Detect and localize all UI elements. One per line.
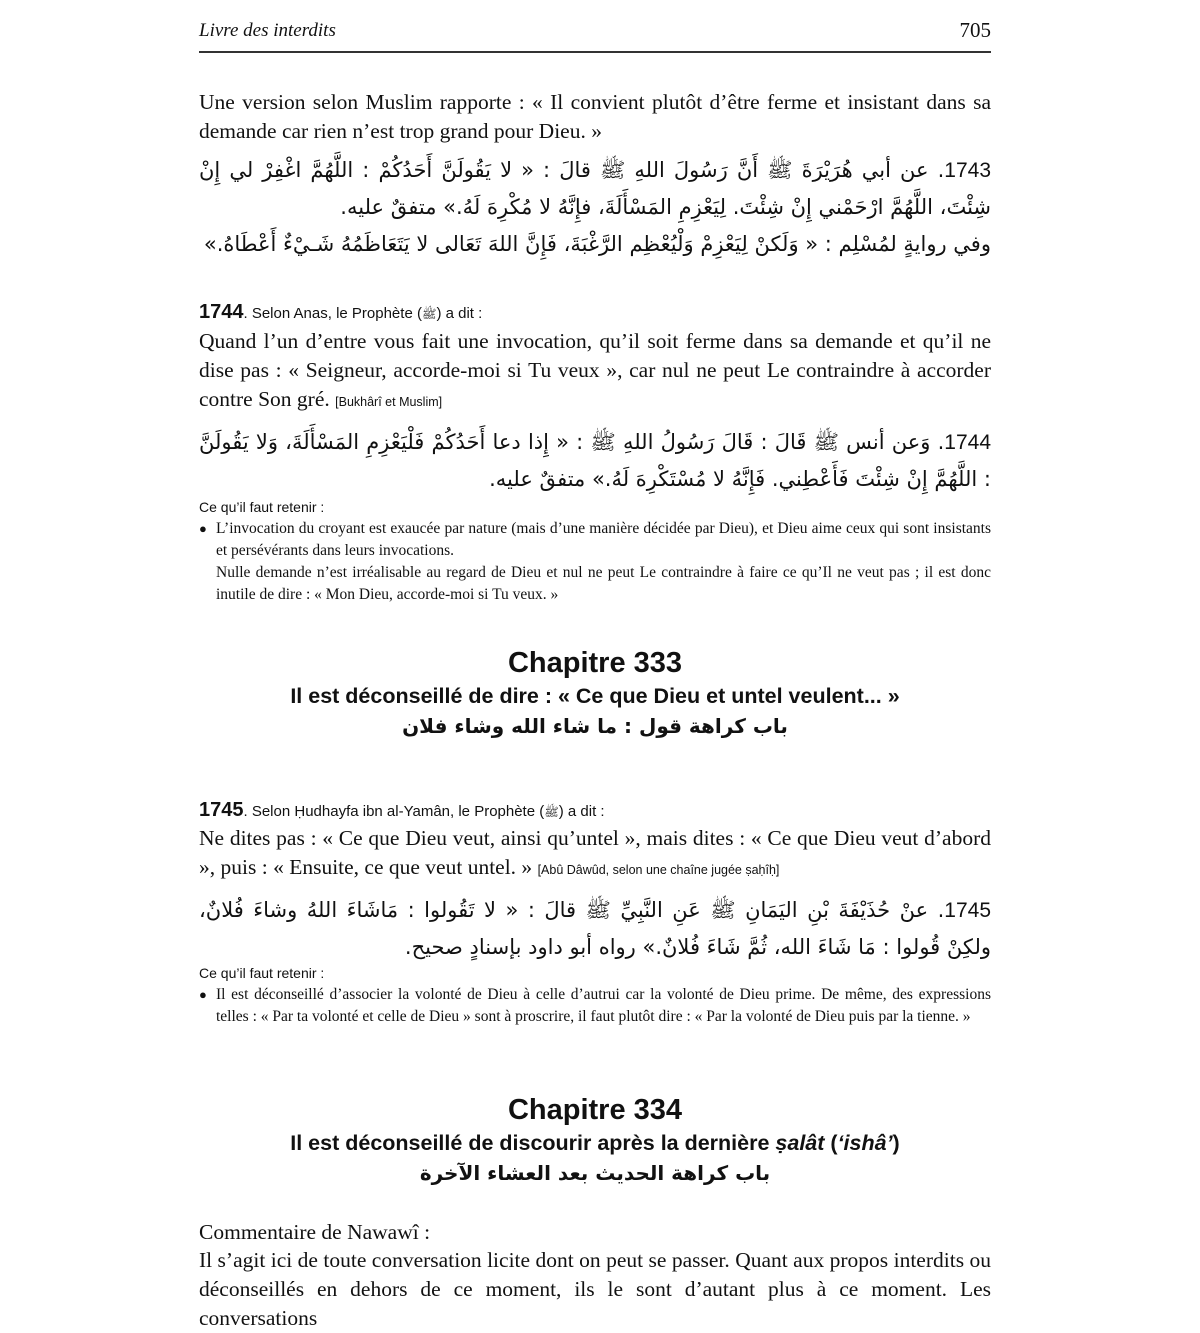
page-number: 705	[959, 18, 991, 42]
hadith-1743-arabic	[199, 152, 991, 226]
running-title: Livre des interdits	[199, 20, 336, 41]
hadith-intro-end: ) a dit :	[558, 803, 605, 820]
hadith-1745-heading	[199, 800, 991, 822]
retain-list	[199, 518, 991, 606]
hadith-1744-arabic	[199, 424, 991, 498]
salutation-glyph: ﷺ	[544, 805, 559, 819]
arabic-text: . وَعن أنس ﷺ قَالَ : قَالَ رَسُولُ اللهِ ﷺ : « إِذا دعا أَحَدُكُمْ فَلْيَعْزِمِ المَسْأَلَةَ، وَلا يَقُولَنَّ : اللَّهُمَّ إِنْ شِئْتَ فَأَعْطِني. فَإِنَّهُ لا مُسْتَكْرِهَ لَهُ.» متفقٌ عليه.	[199, 430, 991, 491]
hadith-1745-text	[199, 824, 991, 885]
hadith-1745-arabic	[199, 892, 991, 966]
hadith-translation: Quand l’un d’entre vous fait une invocation, qu’il soit ferme dans sa demande et qu’il ne dise pas : « Seigneur, accorde-moi si Tu veux », car nul ne peut Le contraindre à accorder contre Son gré.	[199, 329, 991, 411]
chapter-number: Chapitre 333	[507, 647, 683, 679]
retain-item-text: Il est déconseillé d’associer la volonté de Dieu à celle d’autrui car la volonté de Dieu prime. De même, des expressions telles : « Par ta volonté et celle de Dieu » sont à proscrire, il faut plutôt dire : « Par la volonté de Dieu puis par la tienne. »	[216, 986, 991, 1025]
running-header	[199, 20, 991, 50]
hadith-number: 1744	[199, 301, 244, 323]
arabic-text: . عنْ حُذَيْفَةَ بْنِ اليَمَانِ ﷺ عَنِ النَّبِيِّ ﷺ قالَ : « لا تَقُولوا : مَاشَاءَ اللهُ وشاءَ فُلانٌ، ولكِنْ قُولوا : مَا شَاءَ الله، ثُمَّ شَاءَ فُلانٌ.» رواه أبو داود بإسنادٍ صحيح.	[199, 898, 991, 959]
title-italic: ṣalât	[775, 1131, 825, 1155]
hadith-number: 1745	[199, 799, 244, 821]
title-part: (	[824, 1131, 838, 1155]
retain-item-text: L’invocation du croyant est exaucée par nature (mais d’une manière décidée par Dieu), et Dieu aime ceux qui sont insistants et persévérants dans leurs invocations.	[216, 520, 991, 559]
chapter-334-heading	[199, 1092, 991, 1188]
retain-list	[199, 984, 991, 1028]
retain-label: Ce qu’il faut retenir :	[199, 499, 325, 515]
title-part: )	[892, 1131, 900, 1155]
retain-item	[199, 984, 991, 1028]
chapter-arabic-title: باب كراهة الحديث بعد العشاء الآخرة	[419, 1161, 771, 1185]
chapter-title	[199, 1128, 991, 1158]
salutation-glyph: ﷺ	[421, 307, 437, 321]
hadith-reference: [Abû Dâwûd, selon une chaîne jugée ṣaḥîḥ]	[537, 863, 780, 877]
bullet-icon: ●	[199, 987, 207, 1002]
hadith-1744-heading	[199, 302, 991, 324]
hadith-number-arabic: 1745	[944, 899, 991, 922]
hadith-intro-end: ) a dit :	[436, 305, 483, 322]
hadith-number-arabic: 1743	[944, 159, 991, 182]
retain-item	[199, 518, 991, 562]
hadith-number-arabic: 1744	[944, 431, 991, 454]
commentary-text: Il s’agit ici de toute conversation licite dont on peut se passer. Quant aux propos interdits ou déconseillés en dehors de ce moment, ils le sont d’autant plus à ce moment. Les conversations	[199, 1248, 991, 1330]
title-part: Il est déconseillé de discourir après la dernière	[290, 1131, 776, 1155]
chapter-arabic-title: باب كراهة قول : ما شاء الله وشاء فلان	[402, 714, 788, 738]
hadith-1744-text	[199, 327, 991, 417]
header-rule	[199, 51, 991, 53]
commentary-label: Commentaire de Nawawî :	[199, 1220, 431, 1244]
hadith-reference: [Bukhârî et Muslim]	[335, 395, 443, 409]
retain-item-text: Nulle demande n’est irréalisable au regard de Dieu et nul ne peut Le contraindre à faire ce qu’Il ne veut pas ; il est donc inutile de dire : « Mon Dieu, accorde-moi si Tu veux. »	[216, 564, 991, 603]
hadith-intro: . Selon Ḥudhayfa ibn al-Yamân, le Prophète (	[243, 803, 545, 820]
chapter-title: Il est déconseillé de dire : « Ce que Dieu et untel veulent... »	[290, 684, 900, 708]
title-italic: ‘ishâ’	[837, 1131, 893, 1155]
hadith-1743-variant: وفي روايةٍ لمُسْلِم : « وَلَكنْ لِيَعْزِمْ وَلْيُعْظِم الرَّغْبَةَ، فَإِنَّ اللهَ تَعَالى لا يَتَعَاظَمُهُ شَـيْءٌ أَعْطَاهُ.»	[203, 232, 991, 256]
hadith-intro: . Selon Anas, le Prophète (	[243, 305, 422, 322]
chapter-333-heading	[199, 645, 991, 741]
chapter-number: Chapitre 334	[507, 1094, 683, 1126]
intro-paragraph: Une version selon Muslim rapporte : « Il convient plutôt d’être ferme et insistant dans sa demande car rien n’est trop grand pour Dieu. »	[199, 90, 991, 143]
hadith-translation: Ne dites pas : « Ce que Dieu veut, ainsi qu’untel », mais dites : « Ce que Dieu veut d’abord », puis : « Ensuite, ce que veut untel. »	[199, 826, 991, 879]
bullet-icon: ●	[199, 521, 207, 536]
retain-label: Ce qu’il faut retenir :	[199, 965, 325, 981]
retain-item	[199, 562, 991, 606]
arabic-text: . عن أبي هُرَيْرَةَ ﷺ أَنَّ رَسُولَ اللهِ ﷺ قالَ : « لا يَقُولَنَّ أَحَدُكُمْ : اللَّهُمَّ اغْفِرْ لي إِنْ شِئْتَ، اللَّهُمَّ ارْحَمْني إِنْ شِئْتَ. لِيَعْزِمِ المَسْأَلَةَ، فإِنَّهُ لا مُكْرِهَ لَهُ.» متفقٌ عليه.	[199, 158, 991, 219]
